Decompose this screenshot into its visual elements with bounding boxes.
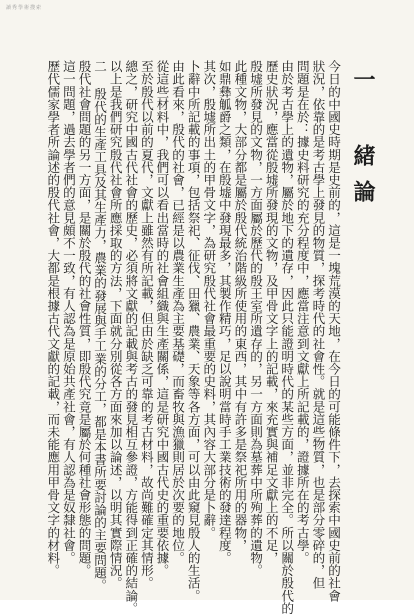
text-column: 以上是我們研究殷代社會所應採取的方法，下面就分別從各方面來加以論述，以明其實際情況。 <box>107 60 123 590</box>
text-column: 從這些材料中，我們可以看出當時的社會組織與生產關係，這是研究中國古代史的重要依據。 <box>154 60 170 577</box>
text-column: 歷史狀況，應當從殷墟所發現的文物，及甲骨文字上的記載，來充實與補足文獻上的不足， <box>263 60 279 564</box>
text-column: 問題是在於：據史料研究的充分程度中，應當注意到文獻上所記載的，證據所在的考古學。 <box>294 60 310 564</box>
text-column: 殷代社會問題的另一方面，是關於殷代的社會性質，即殷代究竟是屬於何種社會形態的問題。 <box>76 60 92 577</box>
text-column: 如鼎彝觚爵之類，在殷墟中發現最多，其製作精巧，足以說明當時手工業技術的發達程度。 <box>216 60 232 564</box>
text-column: 狀況，依靠的是考古學上發見的物質，探考時代的社會性。就是這些物質，也是部分零碎的，但 <box>310 60 326 590</box>
text-column: 二 殷代的生產工具及其生產力，農業的發展與手工業的分工，都是本書所要討論的主要問題。 <box>92 60 108 592</box>
text-column: 卜辭中所記載的事項，包括祭祀、征伐、田獵、農業、天象等各方面，可以由此窺見殷人的生活。 <box>185 60 201 602</box>
vertical-text-block <box>45 60 376 614</box>
chapter-heading: 一 緒論 <box>350 68 376 216</box>
text-column: 由此看來，殷代的社會，已經是以農業生產為主要基礎，而畜牧與漁獵則居於次要的地位。 <box>170 60 186 564</box>
text-column: 今日的中國史時期是史前的，這是一塊荒漠的天地，在今日的可能條件下，去探索中國史前的社會 <box>326 60 341 602</box>
text-column: 歷代儒家學者所論述的殷代社會，大都是根據古代文獻的記載，而未能應用甲骨文字的材料。 <box>45 60 61 577</box>
text-column: 其次，殷墟所出土的甲骨文字，為研究殷代社會最重要的史料，其內容大部分是卜辭。 <box>201 60 217 539</box>
text-column: 此種文物，大部分都是屬於殷代統治階級所使用的東西，其中有許多是祭祀所用的器物， <box>232 60 248 552</box>
text-column: 總之，研究中國古代社會的歷史，必須將文獻的記載與考古的發見相互參證，方能得到正確的結論。 <box>123 60 139 614</box>
text-column: 至於殷代以前的夏代，文獻上雖然有所記載，但由於缺乏可靠的考古材料，故尚難確定其情形。 <box>138 60 154 590</box>
text-column: 由於考古學上的遺物，屬於地下的遺存，因此只能證明時代的某些方面，並非完全。所以關於殷代的 <box>279 60 295 614</box>
watermark: 讀秀學術搜索 <box>6 5 43 11</box>
text-column: 這一問題，過去學者們的意見頗不一致，有人認為是原始共產社會，有人認為是奴隸社會。 <box>60 60 76 564</box>
text-column: 殷墟所發見的文物，一方面屬於歷代的殷王室所遺存的，另一方面則為墓葬中所殉葬的遺物。 <box>248 60 264 577</box>
